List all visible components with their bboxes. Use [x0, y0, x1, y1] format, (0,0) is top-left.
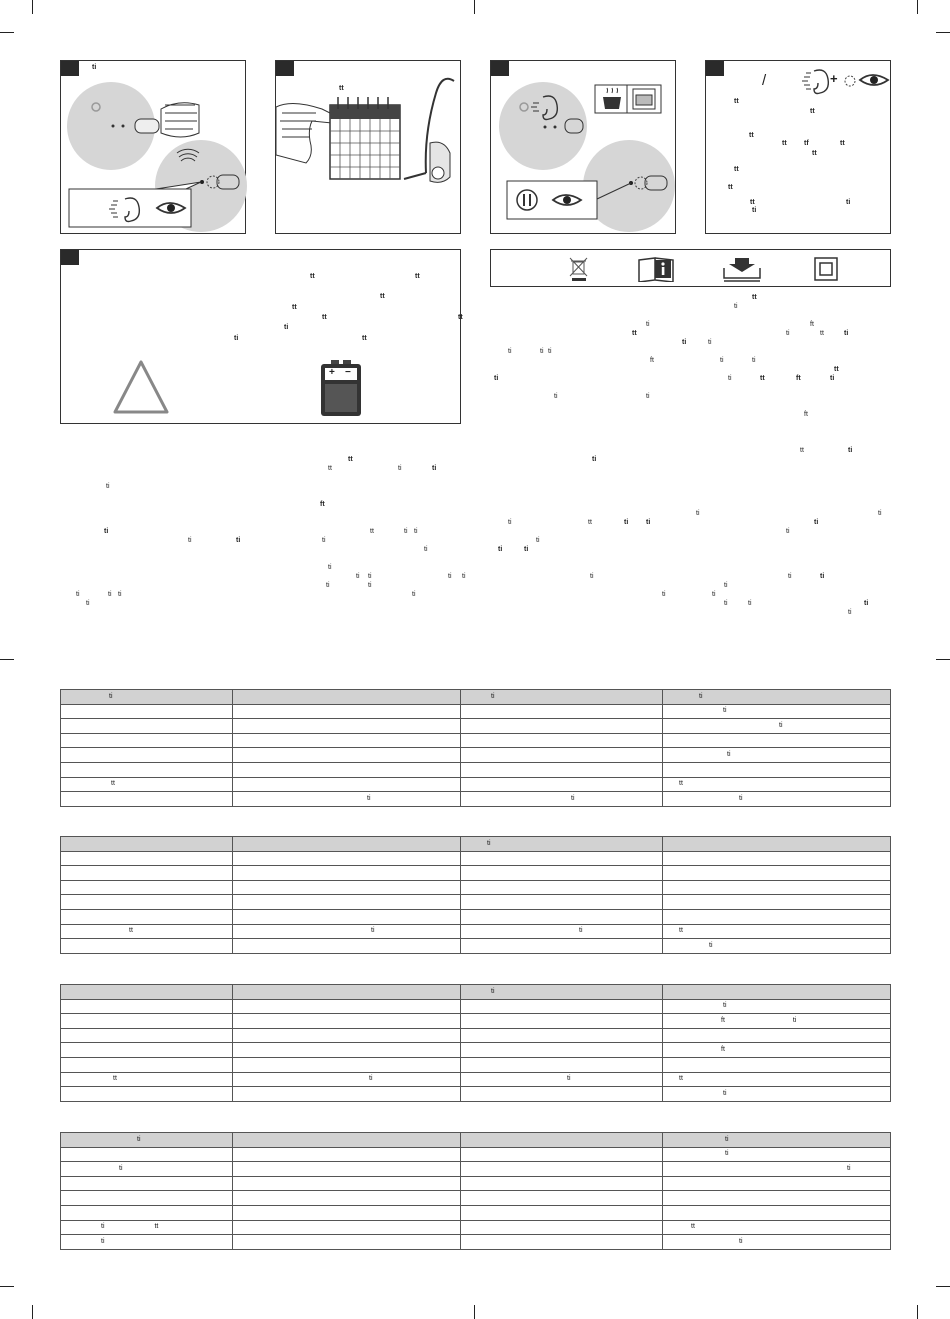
text-fragment: ft	[650, 357, 654, 364]
smoke-detector-illustration	[61, 61, 247, 235]
table-cell	[233, 1235, 461, 1250]
header-cell: ti	[461, 690, 663, 705]
table-cell: ti	[663, 999, 891, 1014]
text-fragment: ti	[494, 375, 499, 382]
sound-plus-light-icon	[706, 61, 892, 101]
legend-line: tt	[728, 184, 733, 191]
table-cell	[461, 1147, 663, 1162]
table-cell	[61, 1147, 233, 1162]
table-cell: ti	[663, 792, 891, 807]
battery-plus: +	[329, 367, 335, 378]
table-row	[61, 1147, 891, 1162]
table-cell	[461, 909, 663, 924]
table-cell	[61, 719, 233, 734]
legend-line: tt	[782, 140, 787, 147]
table-cell: ti	[663, 748, 891, 763]
text-fragment: tt	[362, 335, 367, 342]
header-cell: ti	[61, 1133, 233, 1148]
table-cell	[461, 1205, 663, 1220]
table-cell	[233, 999, 461, 1014]
table-cell: ti	[663, 704, 891, 719]
table-cell	[663, 851, 891, 866]
table-cell	[233, 895, 461, 910]
table-cell: tt	[663, 924, 891, 939]
text-fragment: tt	[834, 366, 839, 373]
text-fragment: tt	[370, 528, 374, 535]
table-row	[61, 880, 891, 895]
text-fragment: ft	[320, 501, 325, 508]
table-row	[61, 719, 891, 734]
table-cell	[233, 1176, 461, 1191]
text-fragment: tt	[752, 294, 757, 301]
table-row	[61, 1235, 891, 1250]
text-fragment: ti	[108, 591, 112, 598]
table-cell	[461, 851, 663, 866]
table-cell	[233, 939, 461, 954]
table-cell	[663, 733, 891, 748]
table-cell	[61, 1028, 233, 1043]
table-cell	[461, 1057, 663, 1072]
table-cell	[461, 1220, 663, 1235]
table-cell: tt	[663, 1072, 891, 1087]
text-fragment: ti	[236, 537, 241, 544]
panel-test-button	[60, 60, 246, 234]
table-cell	[461, 719, 663, 734]
text-fragment: ti	[322, 537, 326, 544]
text-fragment: ti	[624, 519, 629, 526]
text-fragment: ti	[878, 510, 882, 517]
header-cell: ti	[461, 985, 663, 1000]
table-row	[61, 909, 891, 924]
table-cell	[233, 866, 461, 881]
header-cell: ti	[61, 690, 233, 705]
header-cell	[233, 690, 461, 705]
table-row	[61, 851, 891, 866]
table-cell	[461, 895, 663, 910]
text-fragment: ti	[414, 528, 418, 535]
text-fragment: tt	[588, 519, 592, 526]
crop-mark	[0, 1286, 14, 1287]
table-cell	[61, 851, 233, 866]
table-cell: ti	[663, 1162, 891, 1177]
text-fragment: ti	[728, 375, 732, 382]
legend-line: tt	[840, 140, 845, 147]
table-row	[61, 792, 891, 807]
table-cell: ti	[233, 924, 461, 939]
header-cell	[233, 985, 461, 1000]
table-cell	[61, 999, 233, 1014]
table-cell: ti	[663, 939, 891, 954]
panel-battery-warning	[60, 249, 461, 424]
text-fragment: ft	[796, 375, 801, 382]
header-cell	[663, 985, 891, 1000]
table-row	[61, 1072, 891, 1087]
panel-caption: tt	[339, 85, 344, 92]
table-cell	[461, 1191, 663, 1206]
table-cell	[61, 1014, 233, 1029]
header-cell	[233, 1133, 461, 1148]
table-row	[61, 1043, 891, 1058]
text-fragment: ti	[720, 357, 724, 364]
table-cell	[461, 866, 663, 881]
table-cell: ft	[663, 1043, 891, 1058]
text-fragment: ti	[724, 582, 728, 589]
text-fragment: ti	[398, 465, 402, 472]
text-fragment: ti	[356, 573, 360, 580]
table-cell	[461, 999, 663, 1014]
table-cell	[61, 1087, 233, 1102]
text-fragment: ti	[326, 582, 330, 589]
table-row	[61, 1205, 891, 1220]
text-fragment: ti	[734, 303, 738, 310]
crop-mark	[936, 1286, 950, 1287]
battery-icon	[319, 358, 363, 418]
table-cell	[461, 880, 663, 895]
table-cell	[233, 719, 461, 734]
table-header-row	[61, 1133, 891, 1148]
text-fragment: ti	[848, 447, 853, 454]
text-fragment: ti	[448, 573, 452, 580]
table-row	[61, 748, 891, 763]
panel-signal-legend	[705, 60, 891, 234]
table-cell: ti	[663, 1147, 891, 1162]
table-cell	[663, 762, 891, 777]
legend-line: tt	[750, 199, 755, 206]
table-cell: ti	[663, 719, 891, 734]
calendar-illustration	[276, 61, 462, 235]
legend-slash: /	[762, 72, 767, 89]
table-cell	[461, 733, 663, 748]
legend-line: tt	[749, 132, 754, 139]
text-fragment: ti	[662, 591, 666, 598]
table-cell: ft ti	[663, 1014, 891, 1029]
hush-illustration	[491, 61, 677, 235]
table-cell	[233, 1220, 461, 1235]
text-fragment: tt	[800, 447, 804, 454]
text-fragment: ti	[712, 591, 716, 598]
text-fragment: ti	[412, 591, 416, 598]
table-cell: ti	[233, 792, 461, 807]
table-row	[61, 895, 891, 910]
table-cell	[663, 1057, 891, 1072]
table-row	[61, 777, 891, 792]
warning-triangle-icon	[111, 358, 171, 418]
table-cell	[461, 762, 663, 777]
table-cell	[233, 909, 461, 924]
text-fragment: ti	[76, 591, 80, 598]
table-cell	[233, 733, 461, 748]
text-fragment: ti	[646, 519, 651, 526]
table-cell	[233, 1043, 461, 1058]
text-fragment: ti	[106, 483, 110, 490]
text-fragment: tt	[458, 314, 463, 321]
text-fragment: ti	[368, 582, 372, 589]
crop-mark	[917, 0, 918, 14]
table-row	[61, 1057, 891, 1072]
symbols-strip	[490, 249, 891, 287]
table-row	[61, 866, 891, 881]
table-cell	[61, 748, 233, 763]
text-fragment: ti	[786, 330, 790, 337]
table-cell	[461, 1176, 663, 1191]
table-row	[61, 1014, 891, 1029]
crop-mark	[0, 659, 14, 660]
table-cell	[61, 1176, 233, 1191]
text-fragment: ti	[814, 519, 819, 526]
text-fragment: ti	[104, 528, 109, 535]
table-cell	[461, 704, 663, 719]
table-cell: tt	[663, 1220, 891, 1235]
table-cell	[461, 939, 663, 954]
crop-mark	[32, 0, 33, 14]
table-cell	[233, 762, 461, 777]
legend-plus: +	[830, 71, 838, 86]
table-row	[61, 924, 891, 939]
text-fragment: ti	[188, 537, 192, 544]
text-fragment: ti	[786, 528, 790, 535]
battery-minus: −	[345, 367, 351, 378]
table-cell: ti	[663, 1235, 891, 1250]
text-fragment: ti	[748, 600, 752, 607]
text-fragment: ti	[590, 573, 594, 580]
table-row	[61, 1028, 891, 1043]
table-cell	[461, 1087, 663, 1102]
text-fragment: ti	[752, 357, 756, 364]
legend-line: ti	[846, 199, 851, 206]
table-cell: ti	[461, 1072, 663, 1087]
text-fragment: ti	[848, 609, 852, 616]
table-cell	[461, 748, 663, 763]
table-cell	[61, 733, 233, 748]
header-cell	[461, 1133, 663, 1148]
table-row	[61, 704, 891, 719]
table-cell: tt	[61, 924, 233, 939]
table-header-row	[61, 837, 891, 852]
table-cell	[663, 1205, 891, 1220]
table-cell	[61, 895, 233, 910]
table-row	[61, 1162, 891, 1177]
header-cell	[61, 985, 233, 1000]
table-cell	[61, 704, 233, 719]
table-row	[61, 1220, 891, 1235]
tray-arrow-icon	[721, 256, 763, 282]
text-fragment: ti	[830, 375, 835, 382]
crop-mark	[917, 1305, 918, 1319]
table-cell	[61, 1057, 233, 1072]
crop-mark	[0, 32, 14, 33]
table-cell	[233, 1147, 461, 1162]
panel-hush-mode	[490, 60, 676, 234]
text-fragment: tt	[322, 314, 327, 321]
text-fragment: ti	[424, 546, 428, 553]
text-fragment: tt	[760, 375, 765, 382]
table-cell	[233, 777, 461, 792]
text-fragment: ti	[368, 573, 372, 580]
text-fragment: ti	[524, 546, 529, 553]
header-cell: ti	[663, 1133, 891, 1148]
table-cell	[663, 1028, 891, 1043]
text-fragment: tt	[380, 293, 385, 300]
table-cell: tt	[61, 777, 233, 792]
text-fragment: ti	[536, 537, 540, 544]
text-fragment: ti	[328, 564, 332, 571]
table-cell	[233, 1087, 461, 1102]
text-fragment: ti	[498, 546, 503, 553]
text-fragment: ti	[540, 348, 544, 355]
text-fragment: ti	[508, 519, 512, 526]
header-cell: ti	[461, 837, 663, 852]
legend-line: tf	[804, 140, 809, 147]
panel-caption: ti	[92, 64, 97, 71]
table-header-row	[61, 985, 891, 1000]
table-row	[61, 999, 891, 1014]
manual-info-icon	[637, 256, 675, 282]
step-marker	[61, 250, 79, 265]
table-cell	[61, 880, 233, 895]
text-fragment: ti	[86, 600, 90, 607]
spec-table-2	[60, 836, 891, 954]
table-cell	[61, 866, 233, 881]
text-fragment: ti	[724, 600, 728, 607]
table-cell: tt	[61, 1072, 233, 1087]
table-cell	[663, 880, 891, 895]
crop-mark	[474, 0, 475, 14]
text-fragment: ti	[284, 324, 289, 331]
table-row	[61, 939, 891, 954]
table-cell	[461, 777, 663, 792]
text-fragment: ti	[820, 573, 825, 580]
table-cell	[61, 939, 233, 954]
table-cell	[461, 1014, 663, 1029]
table-cell	[233, 851, 461, 866]
text-fragment: ti	[696, 510, 700, 517]
text-fragment: tt	[348, 456, 353, 463]
text-fragment: ft	[810, 321, 814, 328]
table-cell	[663, 895, 891, 910]
header-cell	[61, 837, 233, 852]
text-fragment: ti	[592, 456, 597, 463]
table-cell	[61, 1205, 233, 1220]
header-cell	[233, 837, 461, 852]
table-cell	[233, 748, 461, 763]
table-cell	[461, 1162, 663, 1177]
table-cell: ti tt	[61, 1220, 233, 1235]
table-cell	[61, 1043, 233, 1058]
table-cell	[233, 704, 461, 719]
text-fragment: ti	[788, 573, 792, 580]
table-cell	[663, 1176, 891, 1191]
table-cell: ti	[61, 1235, 233, 1250]
text-fragment: ti	[508, 348, 512, 355]
table-cell	[233, 880, 461, 895]
table-row	[61, 733, 891, 748]
text-fragment: ti	[548, 348, 552, 355]
table-cell: ti	[461, 924, 663, 939]
text-fragment: tt	[310, 273, 315, 280]
double-insulation-icon	[813, 256, 839, 282]
table-row	[61, 1191, 891, 1206]
table-cell	[663, 866, 891, 881]
table-cell	[461, 1043, 663, 1058]
legend-line: tt	[812, 150, 817, 157]
text-fragment: ti	[554, 393, 558, 400]
text-fragment: ti	[118, 591, 122, 598]
legend-line: tt	[734, 166, 739, 173]
text-fragment: tt	[415, 273, 420, 280]
text-fragment: tt	[292, 304, 297, 311]
text-fragment: tt	[820, 330, 824, 337]
text-fragment: ti	[646, 393, 650, 400]
crop-mark	[32, 1305, 33, 1319]
table-cell	[663, 909, 891, 924]
crop-mark	[936, 659, 950, 660]
table-cell	[233, 1014, 461, 1029]
table-cell	[663, 1191, 891, 1206]
table-cell: ti	[663, 1087, 891, 1102]
table-row	[61, 1087, 891, 1102]
table-header-row	[61, 690, 891, 705]
text-fragment: ti	[432, 465, 437, 472]
text-fragment: ti	[234, 335, 239, 342]
table-cell: ti	[233, 1072, 461, 1087]
header-cell: ti	[663, 690, 891, 705]
text-fragment: ti	[404, 528, 408, 535]
spec-table-4	[60, 1132, 891, 1250]
table-cell: ti	[61, 1162, 233, 1177]
text-fragment: ft	[804, 411, 808, 418]
text-fragment: ti	[844, 330, 849, 337]
text-fragment: ti	[682, 339, 687, 346]
table-row	[61, 762, 891, 777]
table-cell	[61, 909, 233, 924]
table-cell	[233, 1057, 461, 1072]
text-fragment: ti	[864, 600, 869, 607]
table-row	[61, 1176, 891, 1191]
text-fragment: ti	[462, 573, 466, 580]
crop-mark	[474, 1305, 475, 1319]
legend-line: tt	[734, 98, 739, 105]
table-cell	[233, 1162, 461, 1177]
table-cell: tt	[663, 777, 891, 792]
table-cell	[461, 1235, 663, 1250]
panel-weekly-test	[275, 60, 461, 234]
table-cell	[61, 792, 233, 807]
table-cell	[233, 1191, 461, 1206]
table-cell	[461, 1028, 663, 1043]
header-cell	[663, 837, 891, 852]
crop-mark	[936, 32, 950, 33]
crossed-bin-icon	[569, 256, 589, 282]
table-cell: ti	[461, 792, 663, 807]
table-cell	[61, 1191, 233, 1206]
spec-table-1	[60, 689, 891, 807]
table-cell	[61, 762, 233, 777]
text-fragment: ti	[708, 339, 712, 346]
legend-line: tt	[810, 108, 815, 115]
table-cell	[233, 1028, 461, 1043]
legend-line: ti	[752, 207, 757, 214]
table-cell	[233, 1205, 461, 1220]
spec-table-3	[60, 984, 891, 1102]
text-fragment: ti	[646, 321, 650, 328]
text-fragment: tt	[328, 465, 332, 472]
text-fragment: tt	[632, 330, 637, 337]
